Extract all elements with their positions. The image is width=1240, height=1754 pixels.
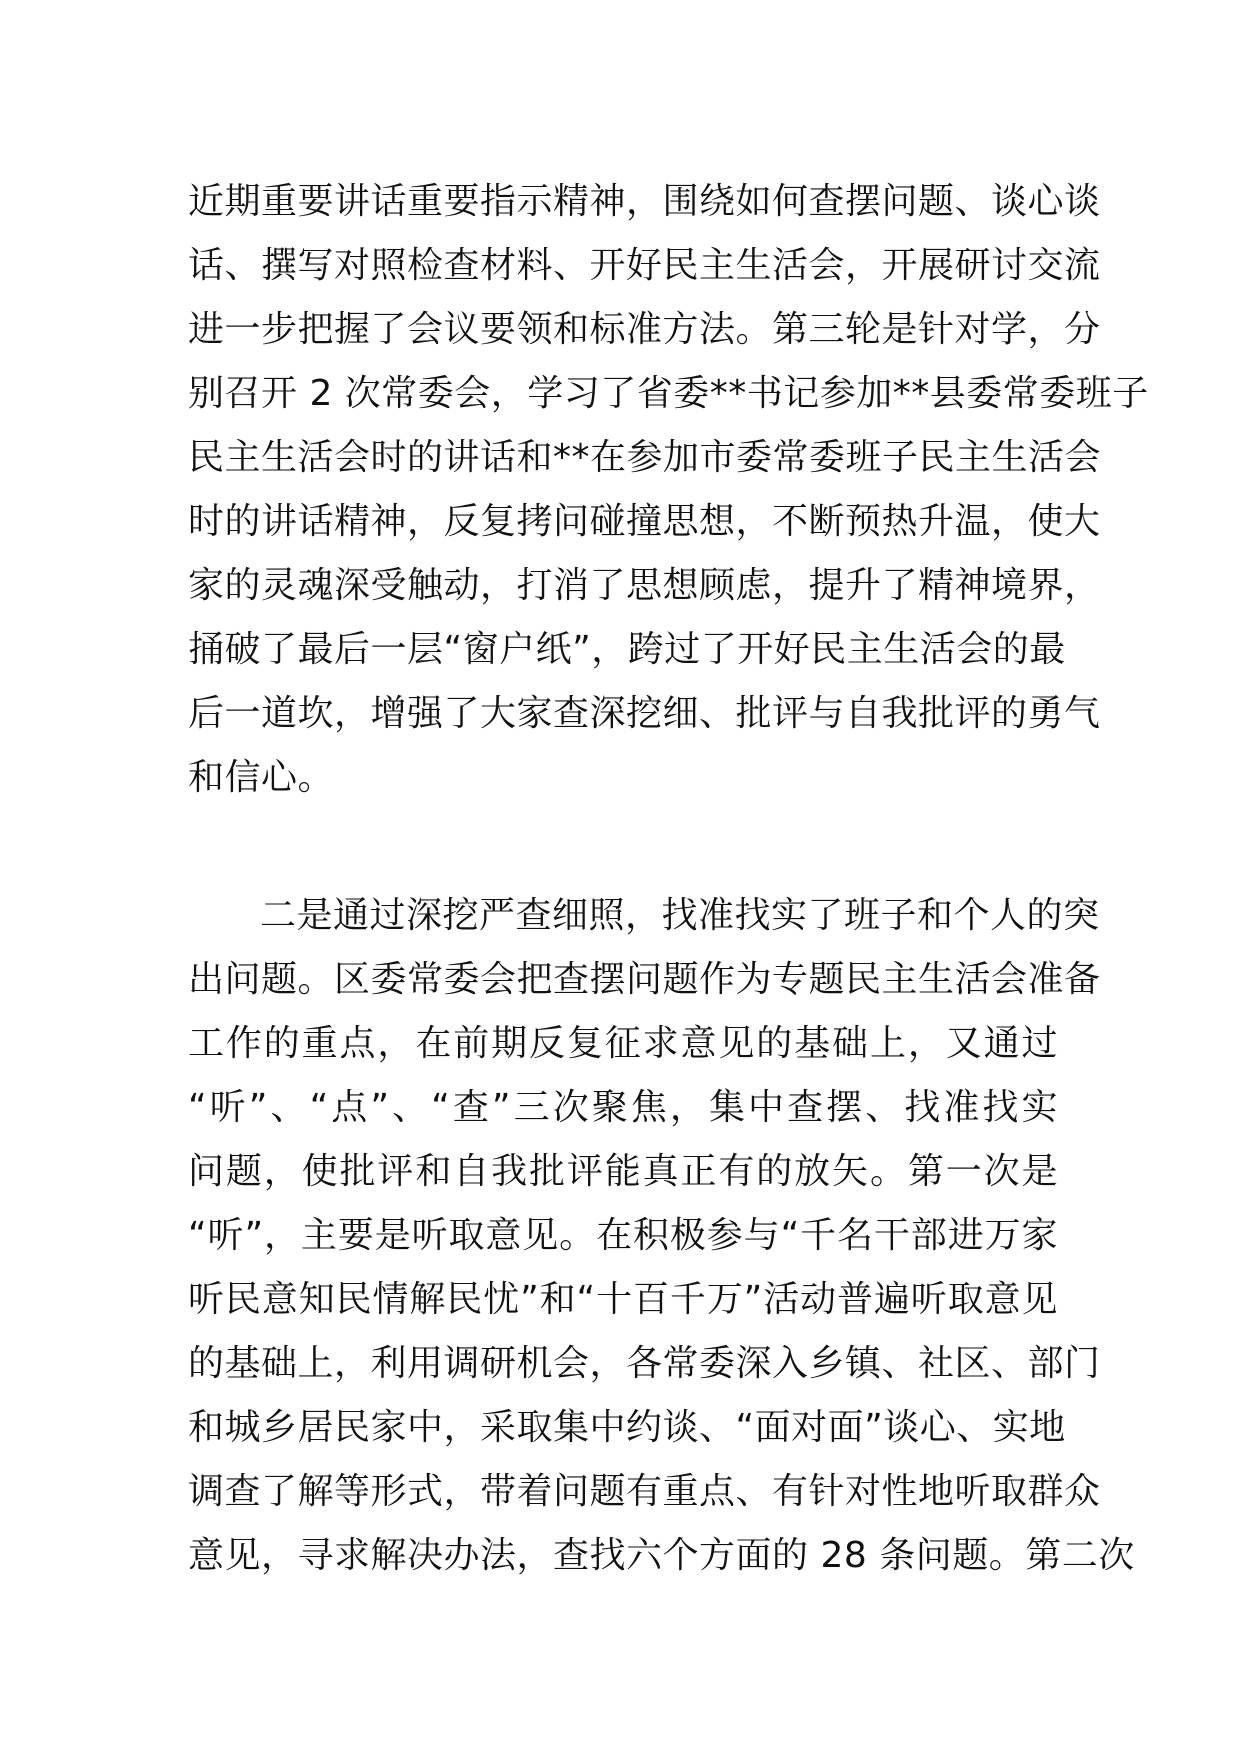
- paragraph-2: [188, 884, 1135, 1588]
- text-line: 家的灵魂深受触动，打消了思想顾虑，提升了精神境界，: [188, 565, 1101, 606]
- text-line: 后一道坎，增强了大家查深挖细、批评与自我批评的勇气: [188, 693, 1101, 734]
- text-line: 捅破了最后一层“窗户纸”，跨过了开好民主生活会的最: [188, 629, 1066, 670]
- text-line: 意见，寻求解决办法，查找六个方面的 28 条问题。第二次: [188, 1535, 1135, 1576]
- text-line: 进一步把握了会议要领和标准方法。第三轮是针对学，分: [188, 309, 1101, 350]
- text-line: 和城乡居民家中，采取集中约谈、“面对面”谈心、实地: [188, 1407, 1066, 1448]
- body-text: [188, 170, 1149, 1588]
- text-line: 调查了解等形式，带着问题有重点、有针对性地听取群众: [188, 1471, 1101, 1512]
- text-line: 近期重要讲话重要指示精神，围绕如何查摆问题、谈心谈: [188, 181, 1101, 222]
- text-line: 出问题。区委常委会把查摆问题作为专题民主生活会准备: [188, 959, 1101, 1000]
- text-line: 工作的重点，在前期反复征求意见的基础上，又通过: [188, 1023, 1058, 1064]
- text-line: 的基础上，利用调研机会，各常委深入乡镇、社区、部门: [188, 1343, 1101, 1384]
- paragraph-spacer: [188, 810, 1058, 884]
- text-line: 和信心。: [188, 757, 335, 798]
- text-line: 别召开 2 次常委会，学习了省委**书记参加**县委常委班子: [188, 373, 1149, 414]
- text-line: 听民意知民情解民忧”和“十百千万”活动普遍听取意见: [188, 1279, 1058, 1320]
- text-line: “听”、“点”、“查”三次聚焦，集中查摆、找准找实: [188, 1087, 1058, 1128]
- text-line: 话、撰写对照检查材料、开好民主生活会，开展研讨交流: [188, 245, 1101, 286]
- text-line: “听”，主要是听取意见。在积极参与“千名干部进万家: [188, 1215, 1058, 1256]
- text-line: 时的讲话精神，反复拷问碰撞思想，不断预热升温，使大: [188, 501, 1101, 542]
- paragraph-1: [188, 170, 1149, 810]
- text-line: 问题，使批评和自我批评能真正有的放矢。第一次是: [188, 1151, 1058, 1192]
- text-line: 民主生活会时的讲话和**在参加市委常委班子民主生活会: [188, 437, 1102, 478]
- text-line: 二是通过深挖严查细照，找准找实了班子和个人的突: [260, 895, 1100, 936]
